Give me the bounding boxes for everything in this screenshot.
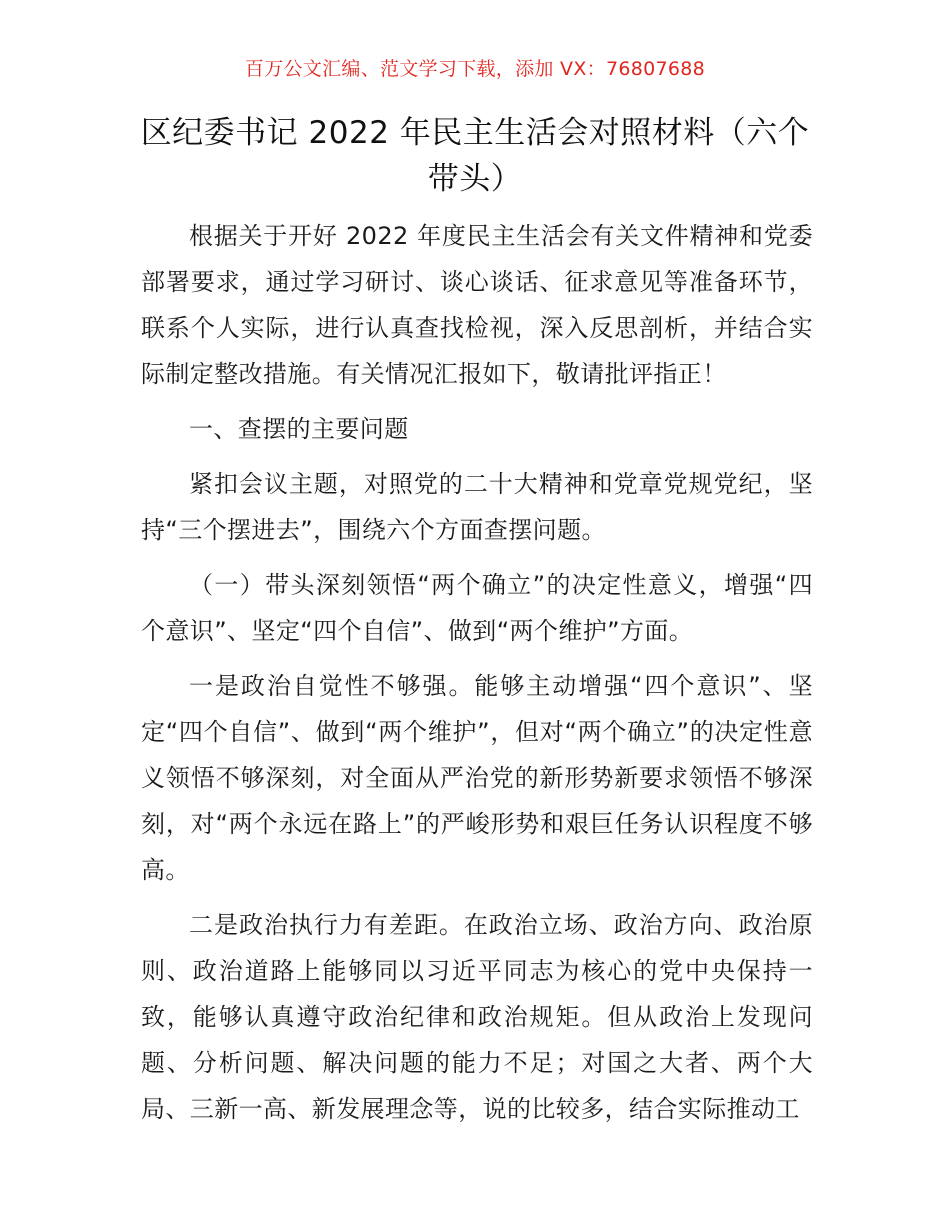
point-two-paragraph: 二是政治执行力有差距。在政治立场、政治方向、政治原则、政治道路上能够同以习近平同志为核心的党中央保持一致，能够认真遵守政治纪律和政治规矩。但从政治上发现问题、分析问题、解决问题的能力不足；对国之大者、两个大局、三新一高、新发展理念等，说的比较多，结合实际推动工	[141, 911, 813, 1123]
section-heading: 一、查摆的主要问题	[189, 415, 409, 443]
point-one-paragraph: 一是政治自觉性不够强。能够主动增强“四个意识”、坚定“四个自信”、做到“两个维护”，但对“两个确立”的决定性意义领悟不够深刻，对全面从严治党的新形势新要求领悟不够深刻，对“两个永远在路上”的严峻形势和艰巨任务认识程度不够高。	[141, 672, 813, 884]
document-title: 区纪委书记 2022 年民主生活会对照材料（六个带头）	[140, 115, 810, 197]
watermark-header-text: 百万公文汇编、范文学习下载，添加 VX：76807688	[244, 58, 706, 80]
document-body	[141, 213, 813, 1141]
subsection-heading: （一）带头深刻领悟“两个确立”的决定性意义，增强“四个意识”、坚定“四个自信”、做到“两个维护”方面。	[141, 571, 813, 645]
intro-paragraph: 根据关于开好 2022 年度民主生活会有关文件精神和党委部署要求，通过学习研讨、谈心谈话、征求意见等准备环节，联系个人实际，进行认真查找检视，深入反思剖析，并结合实际制定整改措施。有关情况汇报如下，敬请批评指正！	[141, 222, 813, 388]
section-intro-paragraph: 紧扣会议主题，对照党的二十大精神和党章党规党纪，坚持“三个摆进去”，围绕六个方面查摆问题。	[141, 470, 813, 544]
